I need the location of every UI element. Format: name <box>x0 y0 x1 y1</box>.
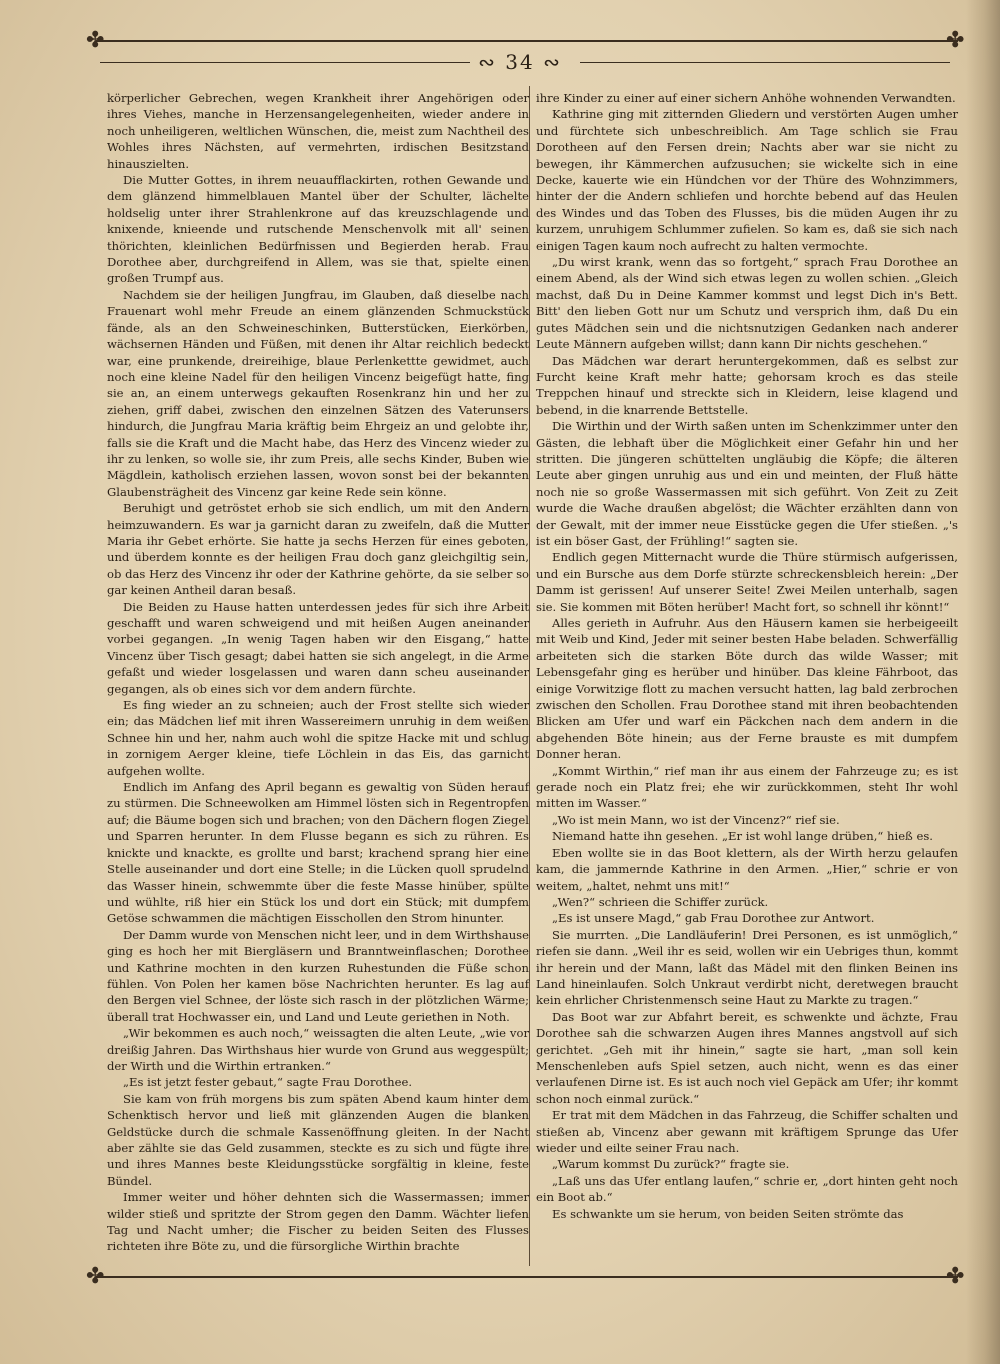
paragraph: Sie murrten. „Die Landläuferin! Drei Personen, es ist unmöglich,“ riefen sie dann. „Weil ihr es seid, wollen wir ein Uebriges thun, kommt ihr herein und der Mann, laßt das Mädel mit den flinken Beinen ins Land hineinlaufen. Solch Unkraut verdirbt nicht, deretwegen braucht kein ehrlicher Christenmensch seine Haut zu Markte zu tragen.“ <box>536 927 958 1008</box>
top-border-rule <box>96 40 958 42</box>
paragraph: „Wir bekommen es auch noch,“ weissagten die alten Leute, „wie vor dreißig Jahren. Das Wirthshaus hier wurde von Grund aus weggespült; der Wirth und die Wirthin ertranken.“ <box>107 1026 529 1073</box>
paragraph: „Wo ist mein Mann, wo ist der Vincenz?“ rief sie. <box>552 812 840 827</box>
paragraph: Die Wirthin und der Wirth saßen unten im Schenkzimmer unter den Gästen, die lebhaft über die Möglichkeit einer Gefahr hin und her stritten. Die jüngeren schüttelten ungläubig die Köpfe; die älteren Leute aber gingen unruhig aus und ein und meinten, der Fluß hätte noch nie so große Wassermassen mit sich geführt. Von Zeit zu Zeit wurde die Wache draußen abgelöst; die Wächter erzählten dann von der Gewalt, mit der immer neue Eisstücke gegen die Ufer stießen. „'s ist ein böser Gast, der Frühling!“ sagten sie. <box>536 419 958 548</box>
text-column-left <box>107 90 529 1255</box>
paragraph: Endlich im Anfang des April begann es gewaltig von Süden herauf zu stürmen. Die Schneewolken am Himmel lösten sich in Regentropfen auf; die Bäume bogen sich und brachen; von den Dächern flogen Ziegel und Sparren herunter. In dem Flusse begann es sich zu rühren. Es knickte und knackte, es grollte und barst; krachend sprang hier eine Stelle auseinander und dort eine Stelle; in die Lücken quoll sprudelnd das Wasser hinein, schwemmte über die feste Masse hinüber, spülte und wühlte, riß hier ein Stück los und dort ein Stück; mit dumpfem Getöse schwammen die mächtigen Eisschollen den Strom hinunter. <box>107 780 529 926</box>
page-number: 34 <box>505 50 535 74</box>
paragraph: Die Mutter Gottes, in ihrem neuaufflackirten, rothen Gewande und dem glänzend himmelblauen Mantel über der Schulter, lächelte holdselig unter ihrer Strahlenkrone auf das kreuzschlagende und knixende, knieende und rutschende Menschenvolk mit all' seinen thörichten, kleinlichen Bedürfnissen und Begierden herab. Frau Dorothee aber, durchgreifend in Allem, was sie that, spielte einen großen Trumpf aus. <box>107 173 529 286</box>
paragraph: Kathrine ging mit zitternden Gliedern und verstörten Augen umher und fürchtete sich unbeschreiblich. Am Tage schlich sie Frau Dorotheen auf den Fersen drein; Nachts aber war sie nicht zu bewegen, ihr Kämmerchen aufzusuchen; sie wickelte sich in eine Decke, kauerte wie ein Hündchen vor der Thüre des Wohnzimmers, hinter der die Andern schliefen und horchte bebend auf das Heulen des Windes und das Toben des Flusses, bis die müden Augen ihr zu kurzem, unruhigem Schlummer zufielen. So kam es, daß sie sich nach einigen Tagen kaum noch aufrecht zu halten vermochte. <box>536 107 958 253</box>
corner-ornament-bottom-left: ✤ <box>86 1264 105 1289</box>
paragraph: Es schwankte um sie herum, von beiden Seiten strömte das <box>552 1206 904 1221</box>
paragraph: Es fing wieder an zu schneien; auch der Frost stellte sich wieder ein; das Mädchen lief mit ihren Wassereimern unruhig in dem weißen Schnee hin und her, nahm auch wohl die spitze Hacke mit und schlug in zornigem Aerger kleine, tiefe Löchlein in das Eis, das garnicht aufgehen wollte. <box>107 698 529 778</box>
paragraph: Niemand hatte ihn gesehen. „Er ist wohl lange drüben,“ hieß es. <box>552 829 933 844</box>
page-header <box>460 50 580 74</box>
bottom-border-rule <box>96 1276 958 1278</box>
paragraph: „Warum kommst Du zurück?“ fragte sie. <box>552 1157 790 1172</box>
paragraph: Beruhigt und getröstet erhob sie sich endlich, um mit den Andern heimzuwandern. Es war ja garnicht daran zu zweifeln, daß die Mutter Maria ihr Gebet erhörte. Sie hatte ja sechs Herzen für eines geboten, und überdem konnte es der heiligen Frau doch ganz gleichgiltig sein, ob das Herz des Vincenz ihr oder der Kathrine gehörte, da sie selber so gar keinen Antheil daran besaß. <box>107 501 529 598</box>
paragraph: Endlich gegen Mitternacht wurde die Thüre stürmisch aufgerissen, und ein Bursche aus dem Dorfe stürzte schreckensbleich herein: „Der Damm ist gerissen! Auf unserer Seite! Zwei Meilen unterhalb, sagen sie. Sie kommen mit Böten herüber! Macht fort, so schnell ihr könnt!“ <box>536 550 958 614</box>
column-divider <box>529 86 530 1266</box>
paragraph: Das Mädchen war derart heruntergekommen, daß es selbst zur Furcht keine Kraft mehr hatte; gehorsam kroch es das steile Treppchen hinauf und streckte sich in Kleidern, leise klagend und bebend, in die knarrende Bettstelle. <box>536 353 958 417</box>
corner-ornament-top-left: ✤ <box>86 28 105 53</box>
header-ornament-right: ∾ <box>543 50 562 74</box>
header-ornament-left: ∾ <box>478 50 497 74</box>
paragraph: Nachdem sie der heiligen Jungfrau, im Glauben, daß dieselbe nach Frauenart wohl mehr Freude an einem glänzenden Schmuckstück fände, als an den Schweineschinken, Butterstücken, Eierkörben, wächsernen Händen und Füßen, mit denen ihr Altar reichlich bedeckt war, eine prunkende, dreireihige, blaue Perlenkettte gewidmet, auch noch eine kleine Nadel für den heiligen Vincenz beigefügt hatte, fing sie an, an einem unterwegs gekauften Rosenkranz hin und her zu ziehen, griff dabei, zwischen den einzelnen Sätzen des Vaterunsers hindurch, die Jungfrau Maria kräftig beim Ehrgeiz an und gelobte ihr, falls sie die Kraft und die Macht habe, das Herz des Vincenz wieder zu ihr zu lenken, so wolle sie, ihr zum Preis, alle sechs Kinder, Buben wie Mägdlein, katholisch erziehen lassen, wovon sonst bei der bekannten Glaubensträgheit des Vincenz gar keine Rede sein könne. <box>107 287 529 499</box>
paragraph: „Es ist jetzt fester gebaut,“ sagte Frau Dorothee. <box>123 1075 413 1090</box>
paragraph: ihre Kinder zu einer auf einer sichern Anhöhe wohnenden Verwandten. <box>536 91 956 105</box>
paragraph: Alles gerieth in Aufruhr. Aus den Häusern kamen sie herbeigeeilt mit Weib und Kind, Jeder mit seiner besten Habe beladen. Schwerfällig arbeiteten sich die starken Böte durch das wilde Wasser; mit Lebensgefahr ging es herüber und hinüber. Das kleine Fährboot, das einige Vorwitzige flott zu machen versucht hatten, lag bald zerbrochen zwischen den Schollen. Frau Dorothee stand mit ihren beobachtenden Blicken am Ufer und warf ein Päckchen nach dem andern in die abgehenden Böte hinein; aus der Ferne brauste es mit dumpfem Donner heran. <box>536 616 958 762</box>
paragraph: „Laß uns das Ufer entlang laufen,“ schrie er, „dort hinten geht noch ein Boot ab.“ <box>536 1173 958 1205</box>
paragraph: Die Beiden zu Hause hatten unterdessen jedes für sich ihre Arbeit geschafft und waren schweigend und mit heißen Augen aneinander vorbei gegangen. „In wenig Tagen haben wir den Eisgang,“ hatte Vincenz über Tisch gesagt; dabei hatten sie sich angelegt, in die Arme gefaßt und wieder losgelassen und waren dann scheu auseinander gegangen, als ob eines sich vor dem andern fürchte. <box>107 599 529 696</box>
page-binding-shadow <box>966 0 1000 1364</box>
paragraph: Sie kam von früh morgens bis zum späten Abend kaum hinter dem Schenktisch hervor und ließ mit glänzenden Augen die blanken Geldstücke durch die schmale Kassenöffnung gleiten. In der Nacht aber zählte sie das Geld zusammen, steckte es zu sich und fügte ihre und ihres Mannes beste Kleidungsstücke sorgfältig in kleine, feste Bündel. <box>107 1091 529 1188</box>
text-column-right <box>536 90 958 1222</box>
paragraph: Das Boot war zur Abfahrt bereit, es schwenkte und ächzte, Frau Dorothee sah die schwarzen Augen ihres Mannes angstvoll auf sich gerichtet. „Geh mit ihr hinein,“ sagte sie hart, „man soll kein Menschenleben aufs Spiel setzen, auch nicht, wenn es das einer verlaufenen Dirne ist. Es ist auch noch viel Gepäck am Ufer; ihr kommt schon noch einmal zurück.“ <box>536 1009 958 1106</box>
paragraph: „Kommt Wirthin,“ rief man ihr aus einem der Fahrzeuge zu; es ist gerade noch ein Platz frei; ehe wir zurückkommen, steht Ihr wohl mitten im Wasser.“ <box>536 763 958 811</box>
corner-ornament-bottom-right: ✤ <box>946 1264 965 1289</box>
paragraph: Er trat mit dem Mädchen in das Fahrzeug, die Schiffer schalten und stießen ab, Vincenz aber gewann mit kräftigem Sprunge das Ufer wieder und eilte seiner Frau nach. <box>536 1108 958 1155</box>
header-rule-left <box>100 62 470 63</box>
header-rule-right <box>580 62 950 63</box>
paragraph: „Wen?“ schrieen die Schiffer zurück. <box>552 894 769 909</box>
paragraph: „Du wirst krank, wenn das so fortgeht,“ sprach Frau Dorothee an einem Abend, als der Wind sich etwas legen zu wollen schien. „Gleich machst, daß Du in Deine Kammer kommst und legst Dich in's Bett. Bitt' den lieben Gott nur um Schutz und versprich ihm, daß Du ein gutes Mädchen sein und die nichtsnutzigen Gedanken nach anderer Leute Männern aufgeben willst; dann kann Dir nichts geschehen.“ <box>536 255 958 352</box>
paragraph: körperlicher Gebrechen, wegen Krankheit ihrer Angehörigen oder ihres Viehes, manche in Herzensangelegenheiten, wieder andere in noch unheiligeren, weltlichen Wünschen, die, meist zum Nachtheil des Wohles ihres Nächsten, auf vermehrten, irdischen Besitzstand hinauszielten. <box>107 91 529 171</box>
paragraph: Der Damm wurde von Menschen nicht leer, und in dem Wirthshause ging es hoch her mit Biergläsern und Branntweinflaschen; Dorothee und Kathrine mochten in den kurzen Ruhestunden die Füße schon fühlen. Von Polen her kamen böse Nachrichten herunter. Es lag auf den Bergen viel Schnee, der löste sich rasch in der plötzlichen Wärme; überall trat Hochwasser ein, und Land und Leute geriethen in Noth. <box>107 927 529 1024</box>
corner-ornament-top-right: ✤ <box>946 28 965 53</box>
paragraph: Immer weiter und höher dehnten sich die Wassermassen; immer wilder stieß und spritzte der Strom gegen den Damm. Wächter liefen Tag und Nacht umher; die Fischer zu beiden Seiten des Flusses richteten ihre Böte zu, und die fürsorgliche Wirthin brachte <box>107 1190 529 1254</box>
paragraph: „Es ist unsere Magd,“ gab Frau Dorothee zur Antwort. <box>552 911 875 926</box>
paragraph: Eben wollte sie in das Boot klettern, als der Wirth herzu gelaufen kam, die jammernde Kathrine in den Armen. „Hier,“ schrie er von weitem, „haltet, nehmt uns mit!“ <box>536 845 958 893</box>
